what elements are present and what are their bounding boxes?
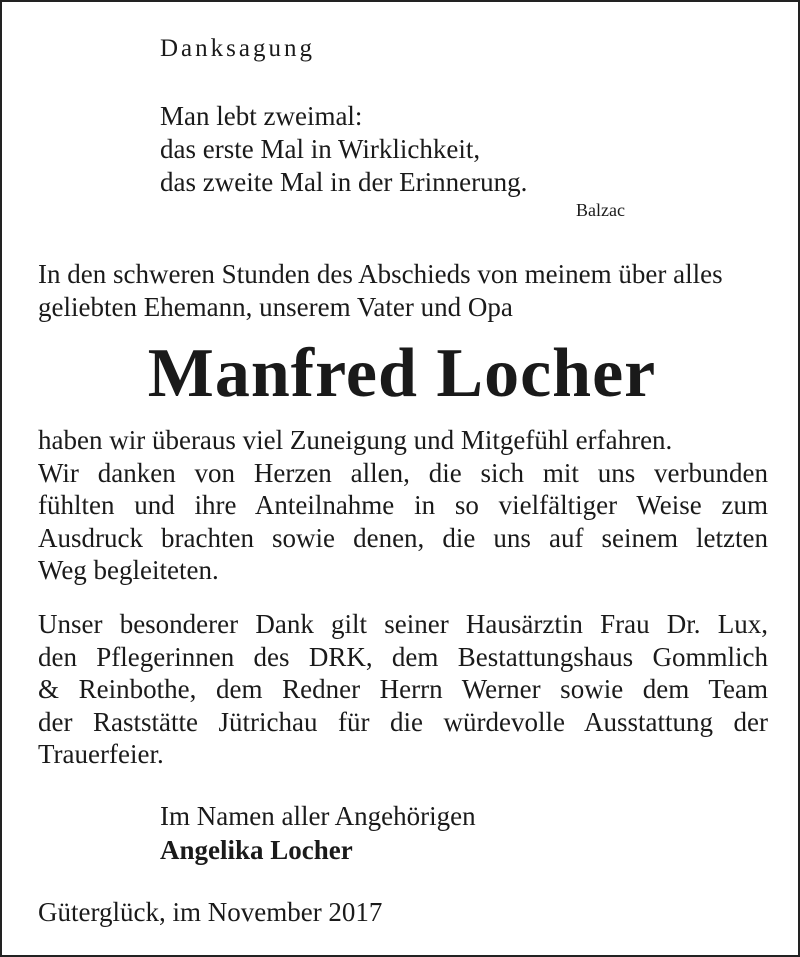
special-thanks-paragraph: [38, 608, 768, 771]
paragraph-line: den Pflegerinnen des DRK, dem Bestattungshaus Gommlich: [38, 641, 768, 672]
intro-line: geliebten Ehemann, unserem Vater und Opa: [38, 292, 513, 322]
paragraph-line: & Reinbothe, dem Redner Herrn Werner sowie dem Team: [38, 674, 768, 704]
thanks-paragraph: [38, 424, 768, 587]
quote-line: das erste Mal in Wirklichkeit,: [160, 134, 481, 164]
closing-block: [160, 799, 476, 867]
paragraph-line: Weg begleiteten.: [38, 555, 219, 585]
signer-name: Angelika Locher: [160, 835, 353, 865]
paragraph-line: Unser besonderer Dank gilt seiner Hausärztin Frau Dr. Lux,: [38, 609, 768, 639]
paragraph-line: Trauerfeier.: [38, 739, 164, 769]
quote-line: das zweite Mal in der Erinnerung.: [160, 167, 528, 197]
quote-line: Man lebt zweimal:: [160, 101, 363, 131]
notice-heading: Danksagung: [160, 35, 315, 62]
paragraph-line: der Raststätte Jütrichau für die würdevolle Ausstattung der: [38, 706, 768, 737]
intro-line: In den schweren Stunden des Abschieds von meinem über alles: [38, 259, 723, 289]
quote-block: [160, 100, 527, 199]
quote-author: Balzac: [576, 200, 625, 220]
deceased-name: Manfred Locher: [147, 335, 657, 412]
intro-text: [38, 258, 723, 324]
place-date: Güterglück, im November 2017: [38, 897, 383, 927]
paragraph-line: fühlten und ihre Anteilnahme in so vielfältiger Weise zum: [38, 490, 768, 520]
paragraph-line: haben wir überaus viel Zuneigung und Mitgefühl erfahren.: [38, 425, 673, 455]
paragraph-line: Ausdruck brachten sowie denen, die uns auf seinem letzten: [38, 522, 768, 553]
paragraph-line: Wir danken von Herzen allen, die sich mit uns verbunden: [38, 457, 768, 488]
closing-line: Im Namen aller Angehörigen: [160, 801, 476, 831]
